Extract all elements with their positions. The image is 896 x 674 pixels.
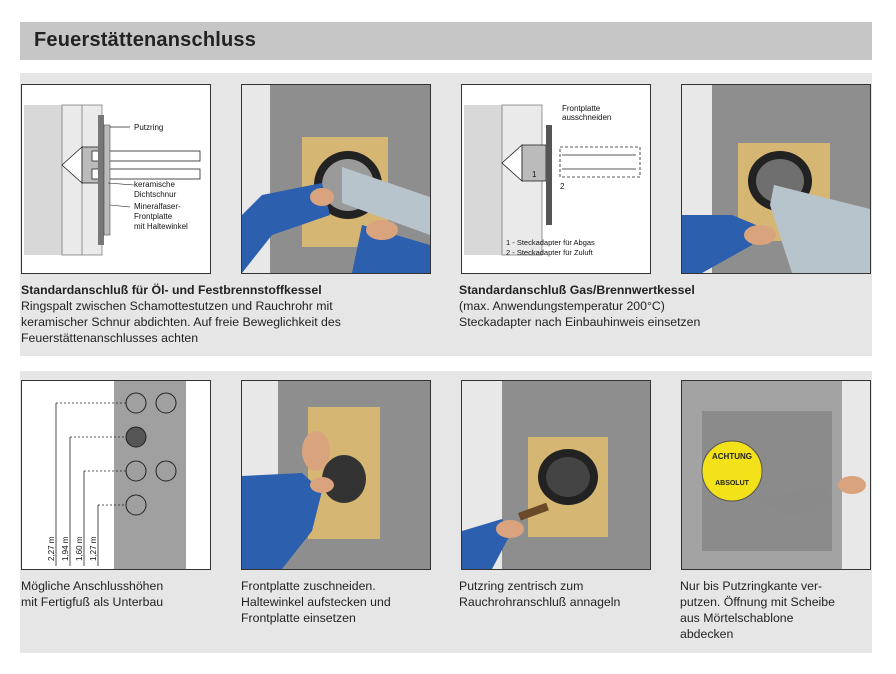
caption-heights-line1: Mögliche Anschlusshöhen <box>21 579 164 593</box>
label-number-1: 1 <box>532 170 537 179</box>
label-mineralfaser: Mineralfaser- <box>134 202 181 211</box>
label-putzring: Putzring <box>134 123 164 132</box>
photo-front-plate <box>241 380 431 570</box>
caption-heights <box>21 578 221 610</box>
caption-plaster <box>680 578 870 642</box>
caption-ring-line1: Putzring zentrisch zum <box>459 579 584 593</box>
label-frontplatte-cut: Frontplatte <box>562 104 601 113</box>
photo-adapter-insertion <box>681 84 871 274</box>
label-ausschneiden: ausschneiden <box>562 113 612 122</box>
height-label-160: 1,60 m <box>75 536 84 561</box>
photo-hammering-ring <box>461 380 651 570</box>
diagram-gas-connection <box>461 84 651 274</box>
caption-standard-oil-line3: Feuerstättenanschlusses achten <box>21 331 199 345</box>
caption-standard-gas-heading: Standardanschluß Gas/Brennwertkessel <box>459 283 695 297</box>
label-dichtschnur: Dichtschnur <box>134 190 177 199</box>
caption-standard-oil <box>21 282 441 346</box>
top-panel <box>20 73 872 356</box>
page-title: Feuerstättenanschluss <box>34 29 257 51</box>
caption-standard-oil-line2: keramischer Schnur abdichten. Auf freie Beweglichkeit des <box>21 315 341 329</box>
caption-standard-gas-line1: (max. Anwendungstemperatur 200°C) <box>459 299 665 313</box>
caption-standard-gas-line2: Steckadapter nach Einbauhinweis einsetzen <box>459 315 701 329</box>
caption-front-plate <box>241 578 441 626</box>
caption-plaster-line2: putzen. Öffnung mit Scheibe <box>680 595 835 609</box>
caption-standard-oil-line1: Ringspalt zwischen Schamottestutzen und Rauchrohr mit <box>21 299 333 313</box>
caption-ring-line2: Rauchrohranschluß annageln <box>459 595 621 609</box>
height-label-127: 1,27 m <box>89 536 98 561</box>
caption-standard-oil-heading: Standardanschluß für Öl- und Festbrennstoffkessel <box>21 283 322 297</box>
label-keramische: keramische <box>134 180 175 189</box>
label-adapter-abgas: 1 - Steckadapter für Abgas <box>506 238 595 247</box>
photo-plastering <box>681 380 871 570</box>
title-bar <box>20 22 872 60</box>
caption-front-plate-line3: Frontplatte einsetzen <box>241 611 356 625</box>
caption-ring <box>459 578 659 610</box>
label-adapter-zuluft: 2 - Steckadapter für Zuluft <box>506 248 593 257</box>
caption-plaster-line4: abdecken <box>680 627 734 641</box>
caption-front-plate-line2: Haltewinkel aufstecken und <box>241 595 391 609</box>
photo-pipe-insertion <box>241 84 431 274</box>
caption-plaster-line3: aus Mörtelschablone <box>680 611 794 625</box>
caption-front-plate-line1: Frontplatte zuschneiden. <box>241 579 376 593</box>
label-frontplatte: Frontplatte <box>134 212 173 221</box>
diagram-connection-heights <box>21 380 211 570</box>
caption-heights-line2: mit Fertigfuß als Unterbau <box>21 595 164 609</box>
caption-plaster-line1: Nur bis Putzringkante ver- <box>680 579 823 593</box>
label-haltewinkel: mit Haltewinkel <box>134 222 188 231</box>
height-label-227: 2,27 m <box>47 536 56 561</box>
bottom-panel <box>20 371 872 653</box>
sign-footer: ABSOLUT <box>715 480 749 487</box>
caption-standard-gas <box>459 282 869 330</box>
diagram-standard-connection <box>21 84 211 274</box>
sign-title: ACHTUNG <box>712 452 752 461</box>
label-number-2: 2 <box>560 182 565 191</box>
height-label-194: 1,94 m <box>61 536 70 561</box>
